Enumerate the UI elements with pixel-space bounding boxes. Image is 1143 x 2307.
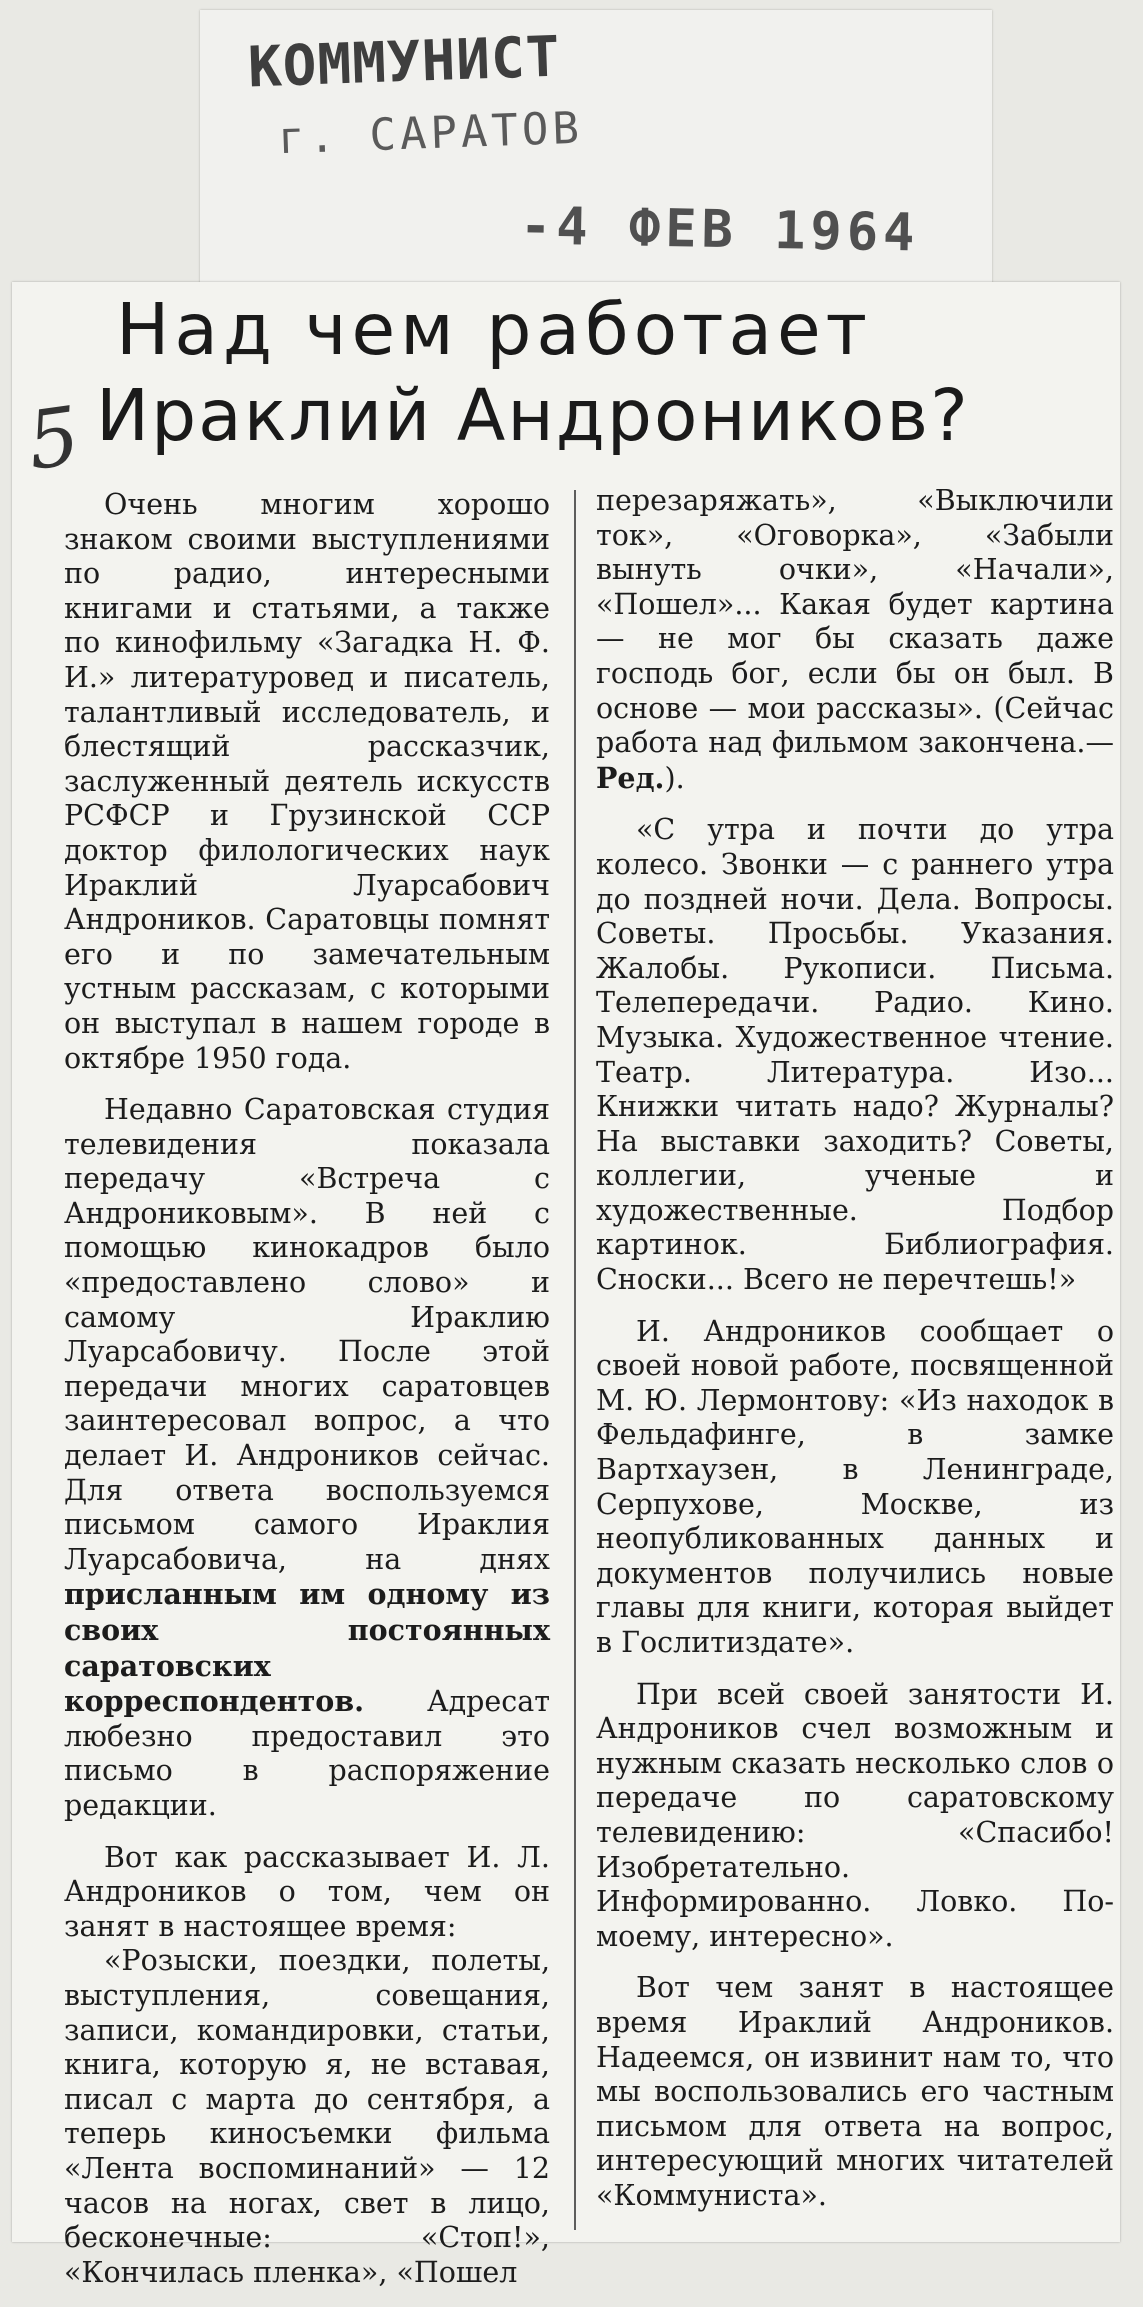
handwritten-mark: 5 (21, 388, 86, 489)
paragraph-text: Адресат любезно предоставил это письмо в распоряжение редакции. (64, 1685, 550, 1822)
paragraph (64, 1093, 550, 1823)
paragraph: Вот как рассказывает И. Л. Андроников о том, чем он занят в настоящее время: (64, 1840, 550, 1943)
paragraph-bold-text: присланным им одному из своих постоянных саратовских корреспондентов. (64, 1577, 550, 1719)
right-column (596, 484, 1114, 2231)
stamp-date: -4 ФЕВ 1964 (519, 196, 920, 264)
paragraph: Очень многим хорошо знаком своими выступлениями по радио, интересными книгами и статьями, а также по кинофильму «Загадка Н. Ф. И.» литературовед и писатель, талантливый исследователь, и блестящий рассказчик, заслуженный деятель искусств РСФСР и Грузинской ССР доктор филологических наук Ираклий Луарсабович Андроников. Саратовцы помнят его и по замечательным устным рассказам, с которыми он выступал в нашем городе в октябре 1950 года. (64, 488, 550, 1075)
paragraph-text: ). (664, 761, 685, 795)
column-divider (574, 490, 576, 2230)
headline-line-2: Ираклий Андроников? (96, 374, 970, 457)
stamp-newspaper-name: КОММУНИСТ (246, 24, 562, 101)
paragraph: При всей своей занятости И. Андроников счел возможным и нужным сказать несколько слов о передаче по саратовскому телевидению: «Спасибо! Изобретательно. Информированно. Ловко. По-моему, интересно». (596, 1677, 1114, 1953)
paragraph: Вот чем занят в настоящее время Ираклий Андроников. Надеемся, он извинит нам то, что мы воспользовались его частным письмом для ответа на вопрос, интересующий многих читателей «Коммуниста». (596, 1971, 1114, 2212)
paragraph-text: Недавно Саратовская студия телевидения показала передачу «Встреча с Андрониковым». В ней с помощью кинокадров было «предоставлено слово» и самому Ираклию Луарсабовичу. После этой передачи многих саратовцев заинтересовал вопрос, а что делает И. Андроников сейчас. Для ответа воспользуемся письмом самого Ираклия Луарсабовича, на днях (64, 1093, 550, 1576)
paragraph: «Розыски, поездки, полеты, выступления, совещания, записи, командировки, статьи, книга, которую я, не вставая, писал с марта до сентября, а теперь киносъемки фильма «Лента воспоминаний» — 12 часов на ногах, свет в лицо, бесконечные: «Стоп!», «Кончилась пленка», «Пошел (64, 1944, 550, 2289)
left-column (64, 488, 550, 2307)
paragraph: И. Андроников сообщает о своей новой работе, посвященной М. Ю. Лермонтову: «Из находок в Фельдафинге, в замке Вартхаузен, в Ленинграде, Серпухове, Москве, из неопубликованных данных и документов получились новые главы для книги, которая выйдет в Гослитиздате». (596, 1314, 1114, 1659)
paragraph: «С утра и почти до утра колесо. Звонки — с раннего утра до поздней ночи. Дела. Вопросы. Советы. Просьбы. Указания. Жалобы. Рукописи. Письма. Телепередачи. Радио. Кино. Музыка. Художественное чтение. Театр. Литература. Изо... Книжки читать надо? Журналы? На выставки заходить? Советы, коллегии, ученые и художественные. Подбор картинок. Библиография. Сноски... Всего не перечтешь!» (596, 813, 1114, 1297)
paragraph-text: перезаряжать», «Выключили ток», «Оговорка», «Забыли вынуть очки», «Начали», «Пошел»... Какая будет картина — не мог бы сказать даже господь бог, если бы он был. В основе — мои рассказы». (Сейчас работа над фильмом закончена.— (596, 484, 1114, 760)
headline-line-1: Над чем работает (116, 288, 873, 371)
paragraph (596, 484, 1114, 796)
stamp-city: г. САРАТОВ (277, 102, 584, 165)
paragraph-bold-text: Ред. (596, 760, 665, 795)
